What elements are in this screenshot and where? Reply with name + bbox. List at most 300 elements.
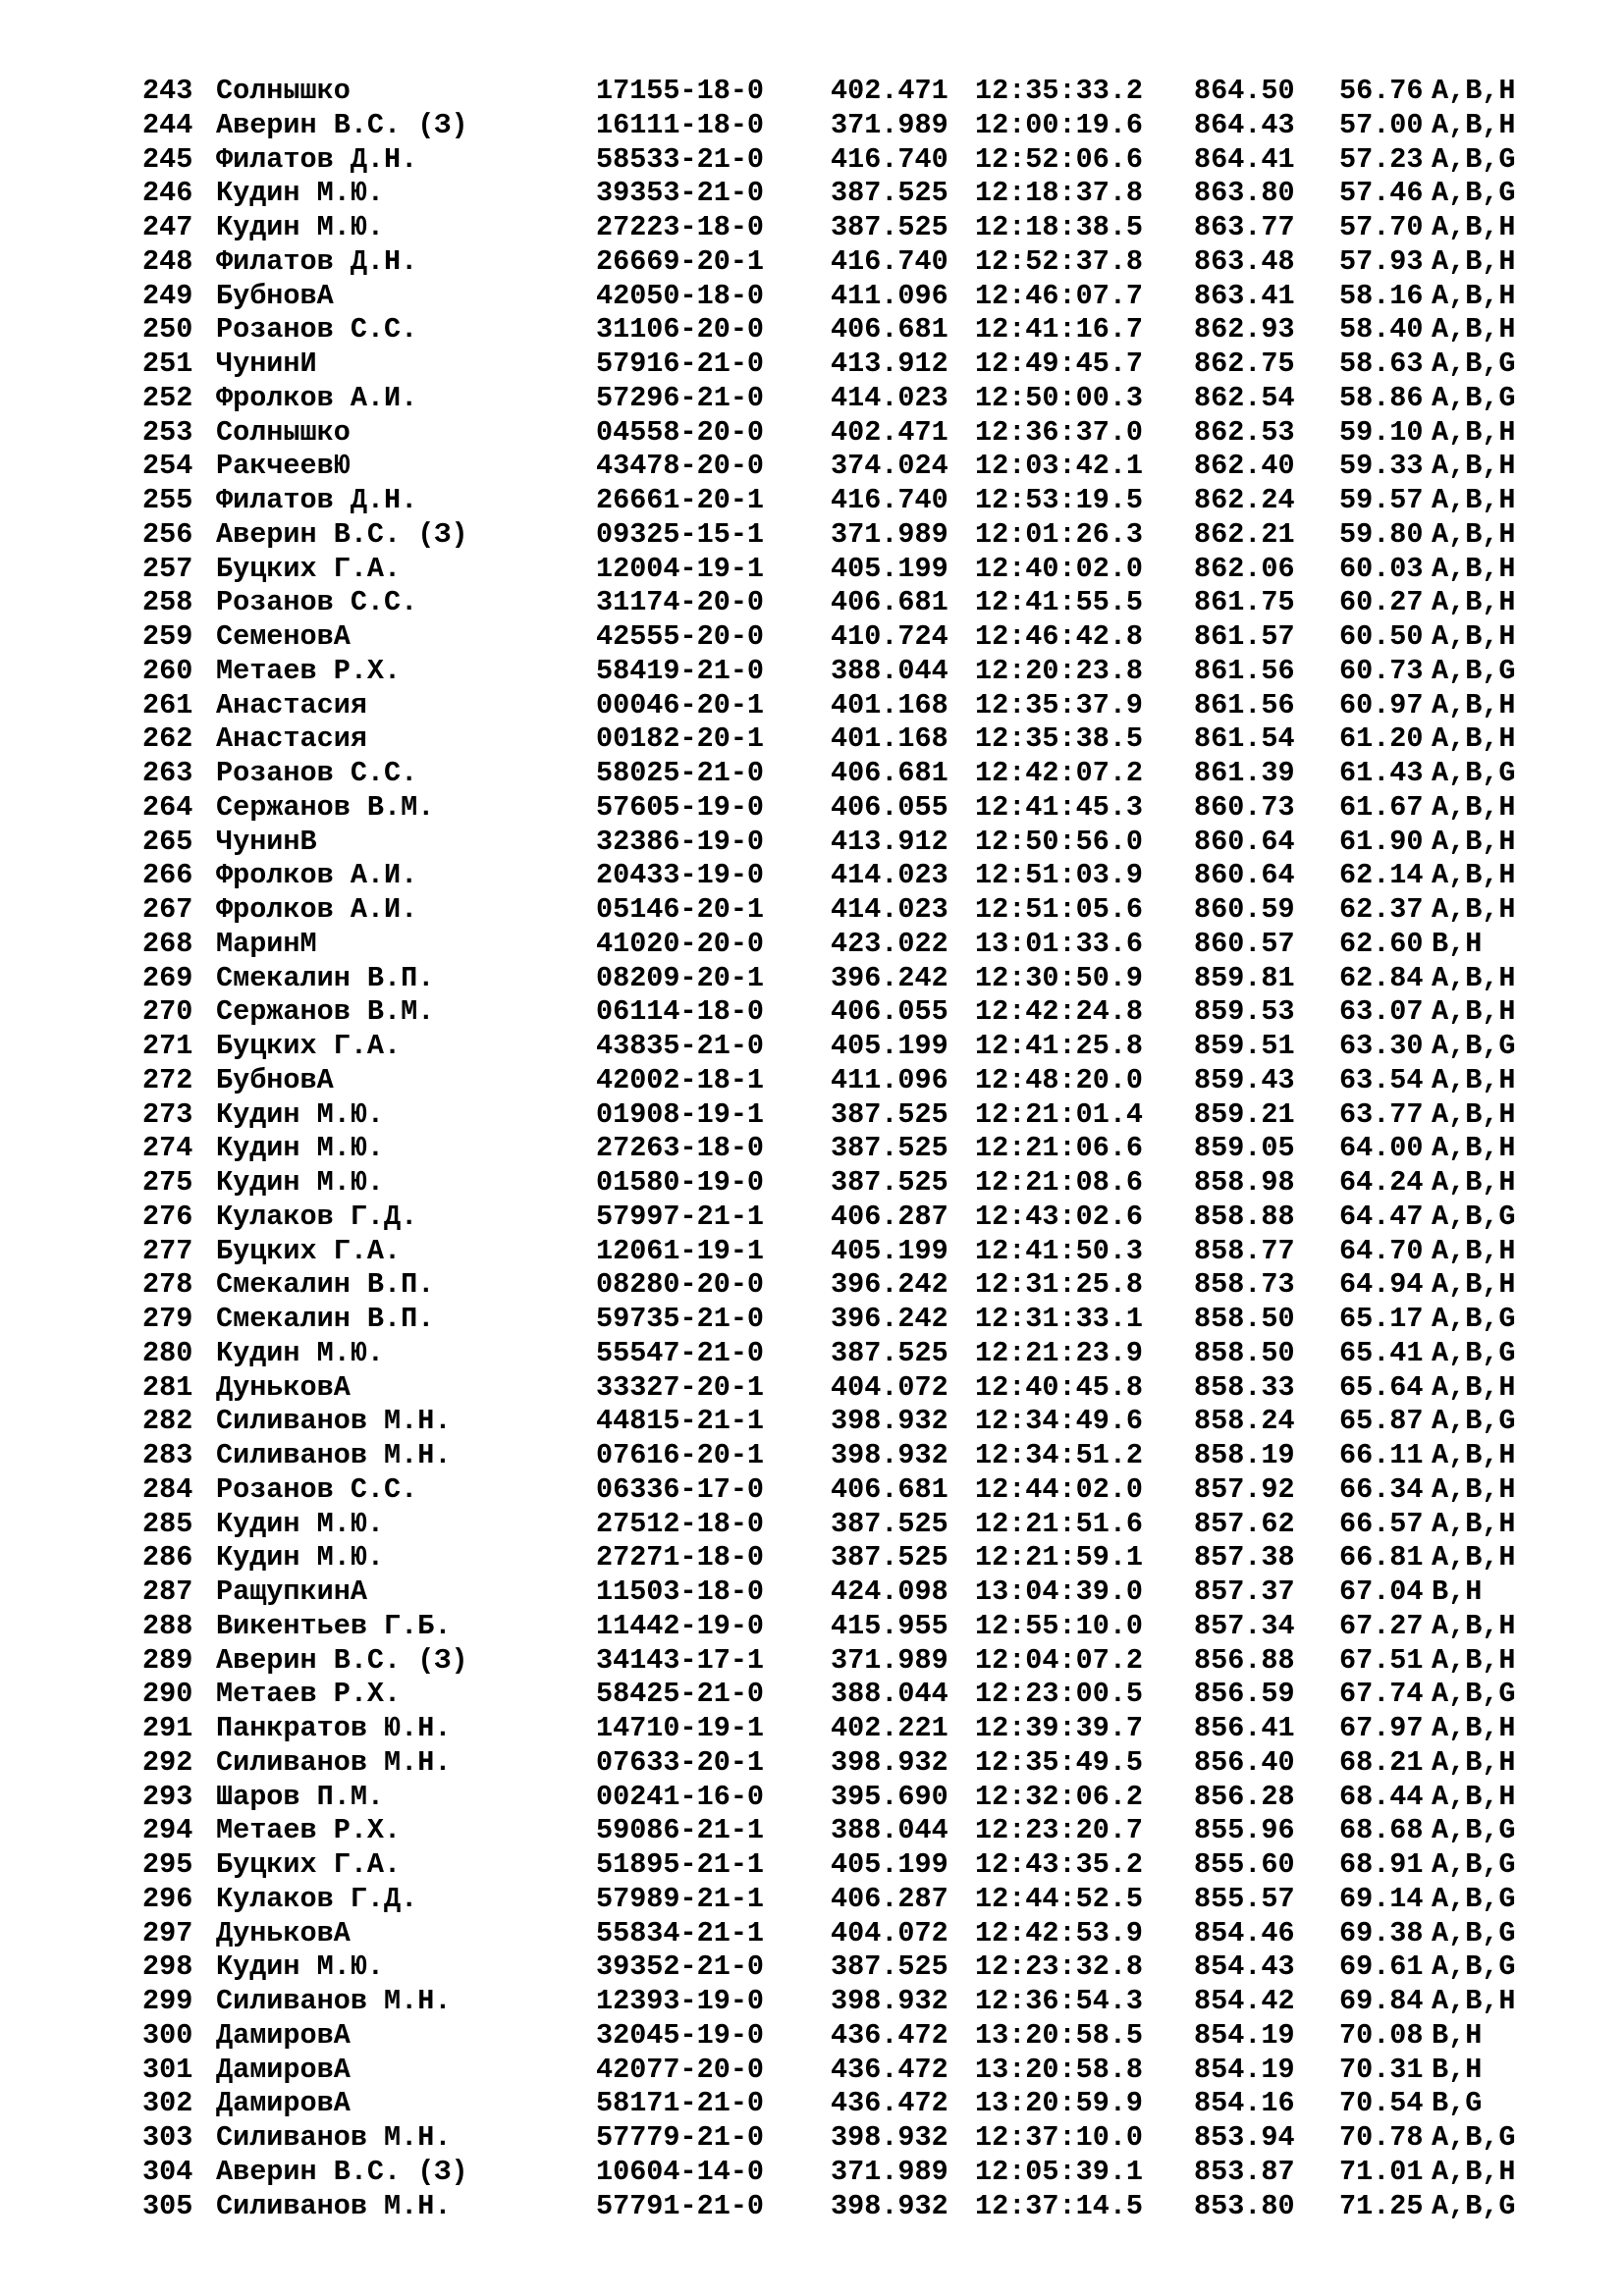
- distance-cell: 414.023: [831, 893, 948, 926]
- points-cell: 61.67: [1339, 790, 1424, 824]
- points-cell: 65.64: [1339, 1370, 1424, 1404]
- speed-cell: 854.19: [1194, 2053, 1295, 2086]
- arrival-time-cell: 12:21:01.4: [975, 1097, 1144, 1131]
- fancier-name-cell: Силиванов М.Н.: [216, 2189, 452, 2222]
- table-row: [0, 1883, 1624, 1917]
- arrival-time-cell: 12:52:06.6: [975, 142, 1144, 176]
- speed-cell: 859.43: [1194, 1063, 1295, 1096]
- points-cell: 60.73: [1339, 654, 1424, 687]
- fancier-name-cell: РащупкинА: [216, 1575, 367, 1608]
- arrival-time-cell: 12:42:24.8: [975, 995, 1144, 1029]
- points-cell: 58.40: [1339, 313, 1424, 347]
- table-row: [0, 2087, 1624, 2121]
- speed-cell: 857.37: [1194, 1575, 1295, 1608]
- distance-cell: 404.072: [831, 1370, 948, 1404]
- points-cell: 70.08: [1339, 2018, 1424, 2052]
- fancier-name-cell: Смекалин В.П.: [216, 961, 435, 994]
- ring-number-cell: 31106-20-0: [596, 313, 765, 347]
- distance-cell: 402.471: [831, 415, 948, 449]
- points-cell: 60.03: [1339, 552, 1424, 585]
- fancier-name-cell: Анастасия: [216, 722, 367, 756]
- fancier-name-cell: Буцких Г.А.: [216, 1848, 402, 1881]
- ring-number-cell: 06336-17-0: [596, 1472, 765, 1506]
- arrival-time-cell: 12:42:53.9: [975, 1916, 1144, 1949]
- classes-cell: A,B,H: [1432, 1541, 1516, 1575]
- fancier-name-cell: Розанов С.С.: [216, 586, 418, 619]
- table-row: [0, 689, 1624, 723]
- fancier-name-cell: Метаев Р.Х.: [216, 1678, 402, 1711]
- table-row: [0, 655, 1624, 689]
- rank-cell: 285: [142, 1507, 193, 1540]
- distance-cell: 405.199: [831, 552, 948, 585]
- fancier-name-cell: Аверин В.С. (З): [216, 1643, 468, 1677]
- arrival-time-cell: 12:20:23.8: [975, 654, 1144, 687]
- table-row: [0, 928, 1624, 962]
- ring-number-cell: 27263-18-0: [596, 1132, 765, 1165]
- rank-cell: 301: [142, 2053, 193, 2086]
- speed-cell: 853.94: [1194, 2121, 1295, 2154]
- rank-cell: 286: [142, 1541, 193, 1575]
- ring-number-cell: 20433-19-0: [596, 859, 765, 892]
- results-table: [0, 75, 1624, 2223]
- points-cell: 65.41: [1339, 1336, 1424, 1369]
- points-cell: 67.51: [1339, 1643, 1424, 1677]
- classes-cell: A,B,H: [1432, 517, 1516, 551]
- classes-cell: B,H: [1432, 1575, 1483, 1608]
- fancier-name-cell: Кулаков Г.Д.: [216, 1200, 418, 1233]
- rank-cell: 282: [142, 1405, 193, 1438]
- points-cell: 60.50: [1339, 620, 1424, 653]
- fancier-name-cell: Силиванов М.Н.: [216, 1985, 452, 2017]
- points-cell: 69.61: [1339, 1950, 1424, 1984]
- ring-number-cell: 05146-20-1: [596, 893, 765, 926]
- points-cell: 67.74: [1339, 1678, 1424, 1711]
- classes-cell: A,B,H: [1432, 1780, 1516, 1813]
- ring-number-cell: 59086-21-1: [596, 1814, 765, 1847]
- fancier-name-cell: Филатов Д.Н.: [216, 142, 418, 176]
- fancier-name-cell: Кудин М.Ю.: [216, 177, 385, 210]
- table-row: [0, 722, 1624, 757]
- ring-number-cell: 26661-20-1: [596, 484, 765, 516]
- distance-cell: 436.472: [831, 2018, 948, 2052]
- points-cell: 63.30: [1339, 1030, 1424, 1062]
- classes-cell: A,B,G: [1432, 177, 1516, 210]
- table-row: [0, 962, 1624, 996]
- distance-cell: 396.242: [831, 961, 948, 994]
- arrival-time-cell: 12:43:35.2: [975, 1848, 1144, 1881]
- fancier-name-cell: Силиванов М.Н.: [216, 1745, 452, 1779]
- points-cell: 71.01: [1339, 2155, 1424, 2188]
- speed-cell: 862.53: [1194, 415, 1295, 449]
- ring-number-cell: 39353-21-0: [596, 177, 765, 210]
- rank-cell: 264: [142, 790, 193, 824]
- table-row: [0, 1575, 1624, 1610]
- distance-cell: 398.932: [831, 1745, 948, 1779]
- fancier-name-cell: СеменовА: [216, 620, 351, 653]
- ring-number-cell: 57791-21-0: [596, 2189, 765, 2222]
- table-row: [0, 586, 1624, 620]
- rank-cell: 277: [142, 1234, 193, 1267]
- speed-cell: 863.77: [1194, 211, 1295, 243]
- speed-cell: 856.28: [1194, 1780, 1295, 1813]
- table-row: [0, 484, 1624, 518]
- rank-cell: 246: [142, 177, 193, 210]
- speed-cell: 857.34: [1194, 1609, 1295, 1642]
- classes-cell: A,B,H: [1432, 75, 1516, 107]
- arrival-time-cell: 12:35:33.2: [975, 75, 1144, 107]
- table-row: [0, 1610, 1624, 1644]
- arrival-time-cell: 12:23:32.8: [975, 1950, 1144, 1984]
- rank-cell: 256: [142, 517, 193, 551]
- arrival-time-cell: 12:04:07.2: [975, 1643, 1144, 1677]
- ring-number-cell: 11503-18-0: [596, 1575, 765, 1608]
- classes-cell: A,B,H: [1432, 552, 1516, 585]
- rank-cell: 284: [142, 1472, 193, 1506]
- points-cell: 67.04: [1339, 1575, 1424, 1608]
- fancier-name-cell: Силиванов М.Н.: [216, 2121, 452, 2154]
- distance-cell: 405.199: [831, 1848, 948, 1881]
- classes-cell: A,B,G: [1432, 347, 1516, 380]
- speed-cell: 863.48: [1194, 244, 1295, 278]
- points-cell: 59.80: [1339, 517, 1424, 551]
- table-row: [0, 1781, 1624, 1815]
- classes-cell: B,H: [1432, 2018, 1483, 2052]
- rank-cell: 292: [142, 1745, 193, 1779]
- arrival-time-cell: 12:51:03.9: [975, 859, 1144, 892]
- table-row: [0, 143, 1624, 178]
- table-row: [0, 1917, 1624, 1951]
- rank-cell: 261: [142, 688, 193, 721]
- fancier-name-cell: Кудин М.Ю.: [216, 1541, 385, 1575]
- rank-cell: 268: [142, 927, 193, 960]
- classes-cell: A,B,H: [1432, 1234, 1516, 1267]
- distance-cell: 406.681: [831, 586, 948, 619]
- points-cell: 58.63: [1339, 347, 1424, 380]
- distance-cell: 410.724: [831, 620, 948, 653]
- fancier-name-cell: ДуньковА: [216, 1916, 351, 1949]
- distance-cell: 371.989: [831, 1643, 948, 1677]
- arrival-time-cell: 13:20:58.8: [975, 2053, 1144, 2086]
- points-cell: 70.54: [1339, 2087, 1424, 2120]
- rank-cell: 293: [142, 1780, 193, 1813]
- distance-cell: 387.525: [831, 1166, 948, 1199]
- distance-cell: 395.690: [831, 1780, 948, 1813]
- distance-cell: 396.242: [831, 1268, 948, 1302]
- speed-cell: 860.64: [1194, 859, 1295, 892]
- distance-cell: 371.989: [831, 108, 948, 141]
- ring-number-cell: 33327-20-1: [596, 1370, 765, 1404]
- fancier-name-cell: ЧунинИ: [216, 347, 317, 380]
- rank-cell: 265: [142, 825, 193, 858]
- classes-cell: A,B,H: [1432, 995, 1516, 1029]
- ring-number-cell: 43835-21-0: [596, 1030, 765, 1062]
- fancier-name-cell: ДамировА: [216, 2053, 351, 2086]
- arrival-time-cell: 12:44:52.5: [975, 1882, 1144, 1915]
- arrival-time-cell: 12:34:49.6: [975, 1405, 1144, 1438]
- classes-cell: A,B,H: [1432, 1985, 1516, 2017]
- fancier-name-cell: Фролков А.И.: [216, 859, 418, 892]
- ring-number-cell: 41020-20-0: [596, 927, 765, 960]
- distance-cell: 406.055: [831, 790, 948, 824]
- distance-cell: 374.024: [831, 450, 948, 483]
- speed-cell: 859.51: [1194, 1030, 1295, 1062]
- distance-cell: 371.989: [831, 517, 948, 551]
- points-cell: 69.14: [1339, 1882, 1424, 1915]
- table-row: [0, 1678, 1624, 1712]
- points-cell: 66.34: [1339, 1472, 1424, 1506]
- table-row: [0, 382, 1624, 416]
- points-cell: 62.84: [1339, 961, 1424, 994]
- arrival-time-cell: 12:32:06.2: [975, 1780, 1144, 1813]
- rank-cell: 260: [142, 654, 193, 687]
- rank-cell: 255: [142, 484, 193, 516]
- rank-cell: 253: [142, 415, 193, 449]
- fancier-name-cell: Буцких Г.А.: [216, 1030, 402, 1062]
- classes-cell: A,B,H: [1432, 1268, 1516, 1302]
- fancier-name-cell: Филатов Д.Н.: [216, 244, 418, 278]
- fancier-name-cell: Буцких Г.А.: [216, 1234, 402, 1267]
- ring-number-cell: 58425-21-0: [596, 1678, 765, 1711]
- arrival-time-cell: 12:48:20.0: [975, 1063, 1144, 1096]
- points-cell: 68.91: [1339, 1848, 1424, 1881]
- classes-cell: A,B,G: [1432, 1678, 1516, 1711]
- speed-cell: 861.57: [1194, 620, 1295, 653]
- arrival-time-cell: 12:41:50.3: [975, 1234, 1144, 1267]
- table-row: [0, 2121, 1624, 2156]
- speed-cell: 858.88: [1194, 1200, 1295, 1233]
- speed-cell: 856.59: [1194, 1678, 1295, 1711]
- fancier-name-cell: Силиванов М.Н.: [216, 1439, 452, 1471]
- ring-number-cell: 43478-20-0: [596, 450, 765, 483]
- arrival-time-cell: 12:18:38.5: [975, 211, 1144, 243]
- points-cell: 58.16: [1339, 279, 1424, 312]
- table-row: [0, 1712, 1624, 1746]
- distance-cell: 387.525: [831, 1950, 948, 1984]
- table-row: [0, 1439, 1624, 1473]
- arrival-time-cell: 12:23:20.7: [975, 1814, 1144, 1847]
- rank-cell: 274: [142, 1132, 193, 1165]
- fancier-name-cell: БубновА: [216, 1063, 334, 1096]
- rank-cell: 254: [142, 450, 193, 483]
- ring-number-cell: 39352-21-0: [596, 1950, 765, 1984]
- distance-cell: 387.525: [831, 1507, 948, 1540]
- table-row: [0, 280, 1624, 314]
- distance-cell: 416.740: [831, 142, 948, 176]
- classes-cell: A,B,H: [1432, 1472, 1516, 1506]
- speed-cell: 854.46: [1194, 1916, 1295, 1949]
- rank-cell: 263: [142, 757, 193, 789]
- speed-cell: 859.05: [1194, 1132, 1295, 1165]
- distance-cell: 387.525: [831, 1541, 948, 1575]
- fancier-name-cell: Анастасия: [216, 688, 367, 721]
- arrival-time-cell: 13:20:59.9: [975, 2087, 1144, 2120]
- fancier-name-cell: Кудин М.Ю.: [216, 1132, 385, 1165]
- points-cell: 62.14: [1339, 859, 1424, 892]
- points-cell: 66.81: [1339, 1541, 1424, 1575]
- classes-cell: A,B,H: [1432, 450, 1516, 483]
- rank-cell: 259: [142, 620, 193, 653]
- ring-number-cell: 12061-19-1: [596, 1234, 765, 1267]
- table-row: [0, 791, 1624, 826]
- fancier-name-cell: Фролков А.И.: [216, 893, 418, 926]
- ring-number-cell: 57997-21-1: [596, 1200, 765, 1233]
- rank-cell: 273: [142, 1097, 193, 1131]
- classes-cell: A,B,G: [1432, 1882, 1516, 1915]
- fancier-name-cell: Аверин В.С. (З): [216, 108, 468, 141]
- speed-cell: 858.24: [1194, 1405, 1295, 1438]
- classes-cell: A,B,G: [1432, 1303, 1516, 1335]
- table-row: [0, 1268, 1624, 1303]
- ring-number-cell: 00046-20-1: [596, 688, 765, 721]
- speed-cell: 862.24: [1194, 484, 1295, 516]
- distance-cell: 406.287: [831, 1882, 948, 1915]
- speed-cell: 857.62: [1194, 1507, 1295, 1540]
- classes-cell: A,B,H: [1432, 1166, 1516, 1199]
- arrival-time-cell: 13:01:33.6: [975, 927, 1144, 960]
- fancier-name-cell: Аверин В.С. (З): [216, 517, 468, 551]
- ring-number-cell: 14710-19-1: [596, 1712, 765, 1744]
- fancier-name-cell: Кудин М.Ю.: [216, 1097, 385, 1131]
- ring-number-cell: 17155-18-0: [596, 75, 765, 107]
- rank-cell: 266: [142, 859, 193, 892]
- table-row: [0, 1950, 1624, 1985]
- distance-cell: 411.096: [831, 1063, 948, 1096]
- arrival-time-cell: 12:36:54.3: [975, 1985, 1144, 2017]
- speed-cell: 854.16: [1194, 2087, 1295, 2120]
- rank-cell: 298: [142, 1950, 193, 1984]
- distance-cell: 388.044: [831, 654, 948, 687]
- table-row: [0, 1473, 1624, 1508]
- ring-number-cell: 55834-21-1: [596, 1916, 765, 1949]
- points-cell: 59.33: [1339, 450, 1424, 483]
- arrival-time-cell: 12:42:07.2: [975, 757, 1144, 789]
- arrival-time-cell: 12:46:42.8: [975, 620, 1144, 653]
- points-cell: 60.27: [1339, 586, 1424, 619]
- arrival-time-cell: 12:37:10.0: [975, 2121, 1144, 2154]
- distance-cell: 405.199: [831, 1234, 948, 1267]
- points-cell: 68.68: [1339, 1814, 1424, 1847]
- points-cell: 65.87: [1339, 1405, 1424, 1438]
- rank-cell: 248: [142, 244, 193, 278]
- distance-cell: 388.044: [831, 1814, 948, 1847]
- fancier-name-cell: ДамировА: [216, 2087, 351, 2120]
- speed-cell: 860.64: [1194, 825, 1295, 858]
- distance-cell: 371.989: [831, 2155, 948, 2188]
- classes-cell: A,B,G: [1432, 1405, 1516, 1438]
- points-cell: 68.44: [1339, 1780, 1424, 1813]
- rank-cell: 250: [142, 313, 193, 347]
- ring-number-cell: 58533-21-0: [596, 142, 765, 176]
- speed-cell: 857.92: [1194, 1472, 1295, 1506]
- table-row: [0, 1132, 1624, 1166]
- speed-cell: 864.43: [1194, 108, 1295, 141]
- table-row: [0, 109, 1624, 143]
- rank-cell: 269: [142, 961, 193, 994]
- fancier-name-cell: Розанов С.С.: [216, 313, 418, 347]
- classes-cell: A,B,H: [1432, 1132, 1516, 1165]
- distance-cell: 423.022: [831, 927, 948, 960]
- distance-cell: 398.932: [831, 2121, 948, 2154]
- arrival-time-cell: 12:23:00.5: [975, 1678, 1144, 1711]
- table-row: [0, 1064, 1624, 1098]
- distance-cell: 387.525: [831, 1097, 948, 1131]
- classes-cell: A,B,G: [1432, 2121, 1516, 2154]
- classes-cell: A,B,H: [1432, 1643, 1516, 1677]
- arrival-time-cell: 12:50:00.3: [975, 381, 1144, 414]
- fancier-name-cell: ДуньковА: [216, 1370, 351, 1404]
- speed-cell: 858.19: [1194, 1439, 1295, 1471]
- distance-cell: 406.055: [831, 995, 948, 1029]
- classes-cell: A,B,G: [1432, 1814, 1516, 1847]
- speed-cell: 863.80: [1194, 177, 1295, 210]
- speed-cell: 855.96: [1194, 1814, 1295, 1847]
- rank-cell: 295: [142, 1848, 193, 1881]
- speed-cell: 862.54: [1194, 381, 1295, 414]
- rank-cell: 279: [142, 1303, 193, 1335]
- points-cell: 66.57: [1339, 1507, 1424, 1540]
- speed-cell: 862.93: [1194, 313, 1295, 347]
- classes-cell: A,B,H: [1432, 2155, 1516, 2188]
- points-cell: 67.27: [1339, 1609, 1424, 1642]
- points-cell: 62.60: [1339, 927, 1424, 960]
- classes-cell: B,H: [1432, 927, 1483, 960]
- fancier-name-cell: Кудин М.Ю.: [216, 211, 385, 243]
- ring-number-cell: 42555-20-0: [596, 620, 765, 653]
- distance-cell: 387.525: [831, 1132, 948, 1165]
- arrival-time-cell: 12:49:45.7: [975, 347, 1144, 380]
- table-row: [0, 893, 1624, 928]
- table-row: [0, 1848, 1624, 1883]
- arrival-time-cell: 12:21:23.9: [975, 1336, 1144, 1369]
- speed-cell: 858.77: [1194, 1234, 1295, 1267]
- speed-cell: 856.40: [1194, 1745, 1295, 1779]
- distance-cell: 402.471: [831, 75, 948, 107]
- speed-cell: 854.43: [1194, 1950, 1295, 1984]
- classes-cell: A,B,H: [1432, 620, 1516, 653]
- points-cell: 65.17: [1339, 1303, 1424, 1335]
- table-row: [0, 826, 1624, 860]
- distance-cell: 387.525: [831, 177, 948, 210]
- fancier-name-cell: Метаев Р.Х.: [216, 654, 402, 687]
- fancier-name-cell: Смекалин В.П.: [216, 1268, 435, 1302]
- ring-number-cell: 58171-21-0: [596, 2087, 765, 2120]
- ring-number-cell: 55547-21-0: [596, 1336, 765, 1369]
- rank-cell: 271: [142, 1030, 193, 1062]
- table-row: [0, 1985, 1624, 2019]
- fancier-name-cell: Кудин М.Ю.: [216, 1166, 385, 1199]
- arrival-time-cell: 12:40:02.0: [975, 552, 1144, 585]
- distance-cell: 398.932: [831, 2189, 948, 2222]
- rank-cell: 247: [142, 211, 193, 243]
- rank-cell: 289: [142, 1643, 193, 1677]
- fancier-name-cell: Аверин В.С. (З): [216, 2155, 468, 2188]
- speed-cell: 859.81: [1194, 961, 1295, 994]
- arrival-time-cell: 12:50:56.0: [975, 825, 1144, 858]
- distance-cell: 398.932: [831, 1405, 948, 1438]
- distance-cell: 402.221: [831, 1712, 948, 1744]
- classes-cell: A,B,G: [1432, 1336, 1516, 1369]
- distance-cell: 416.740: [831, 484, 948, 516]
- rank-cell: 243: [142, 75, 193, 107]
- table-row: [0, 1541, 1624, 1575]
- points-cell: 68.21: [1339, 1745, 1424, 1779]
- ring-number-cell: 57296-21-0: [596, 381, 765, 414]
- points-cell: 61.20: [1339, 722, 1424, 756]
- speed-cell: 856.41: [1194, 1712, 1295, 1744]
- ring-number-cell: 06114-18-0: [596, 995, 765, 1029]
- fancier-name-cell: Сержанов В.М.: [216, 790, 435, 824]
- distance-cell: 436.472: [831, 2087, 948, 2120]
